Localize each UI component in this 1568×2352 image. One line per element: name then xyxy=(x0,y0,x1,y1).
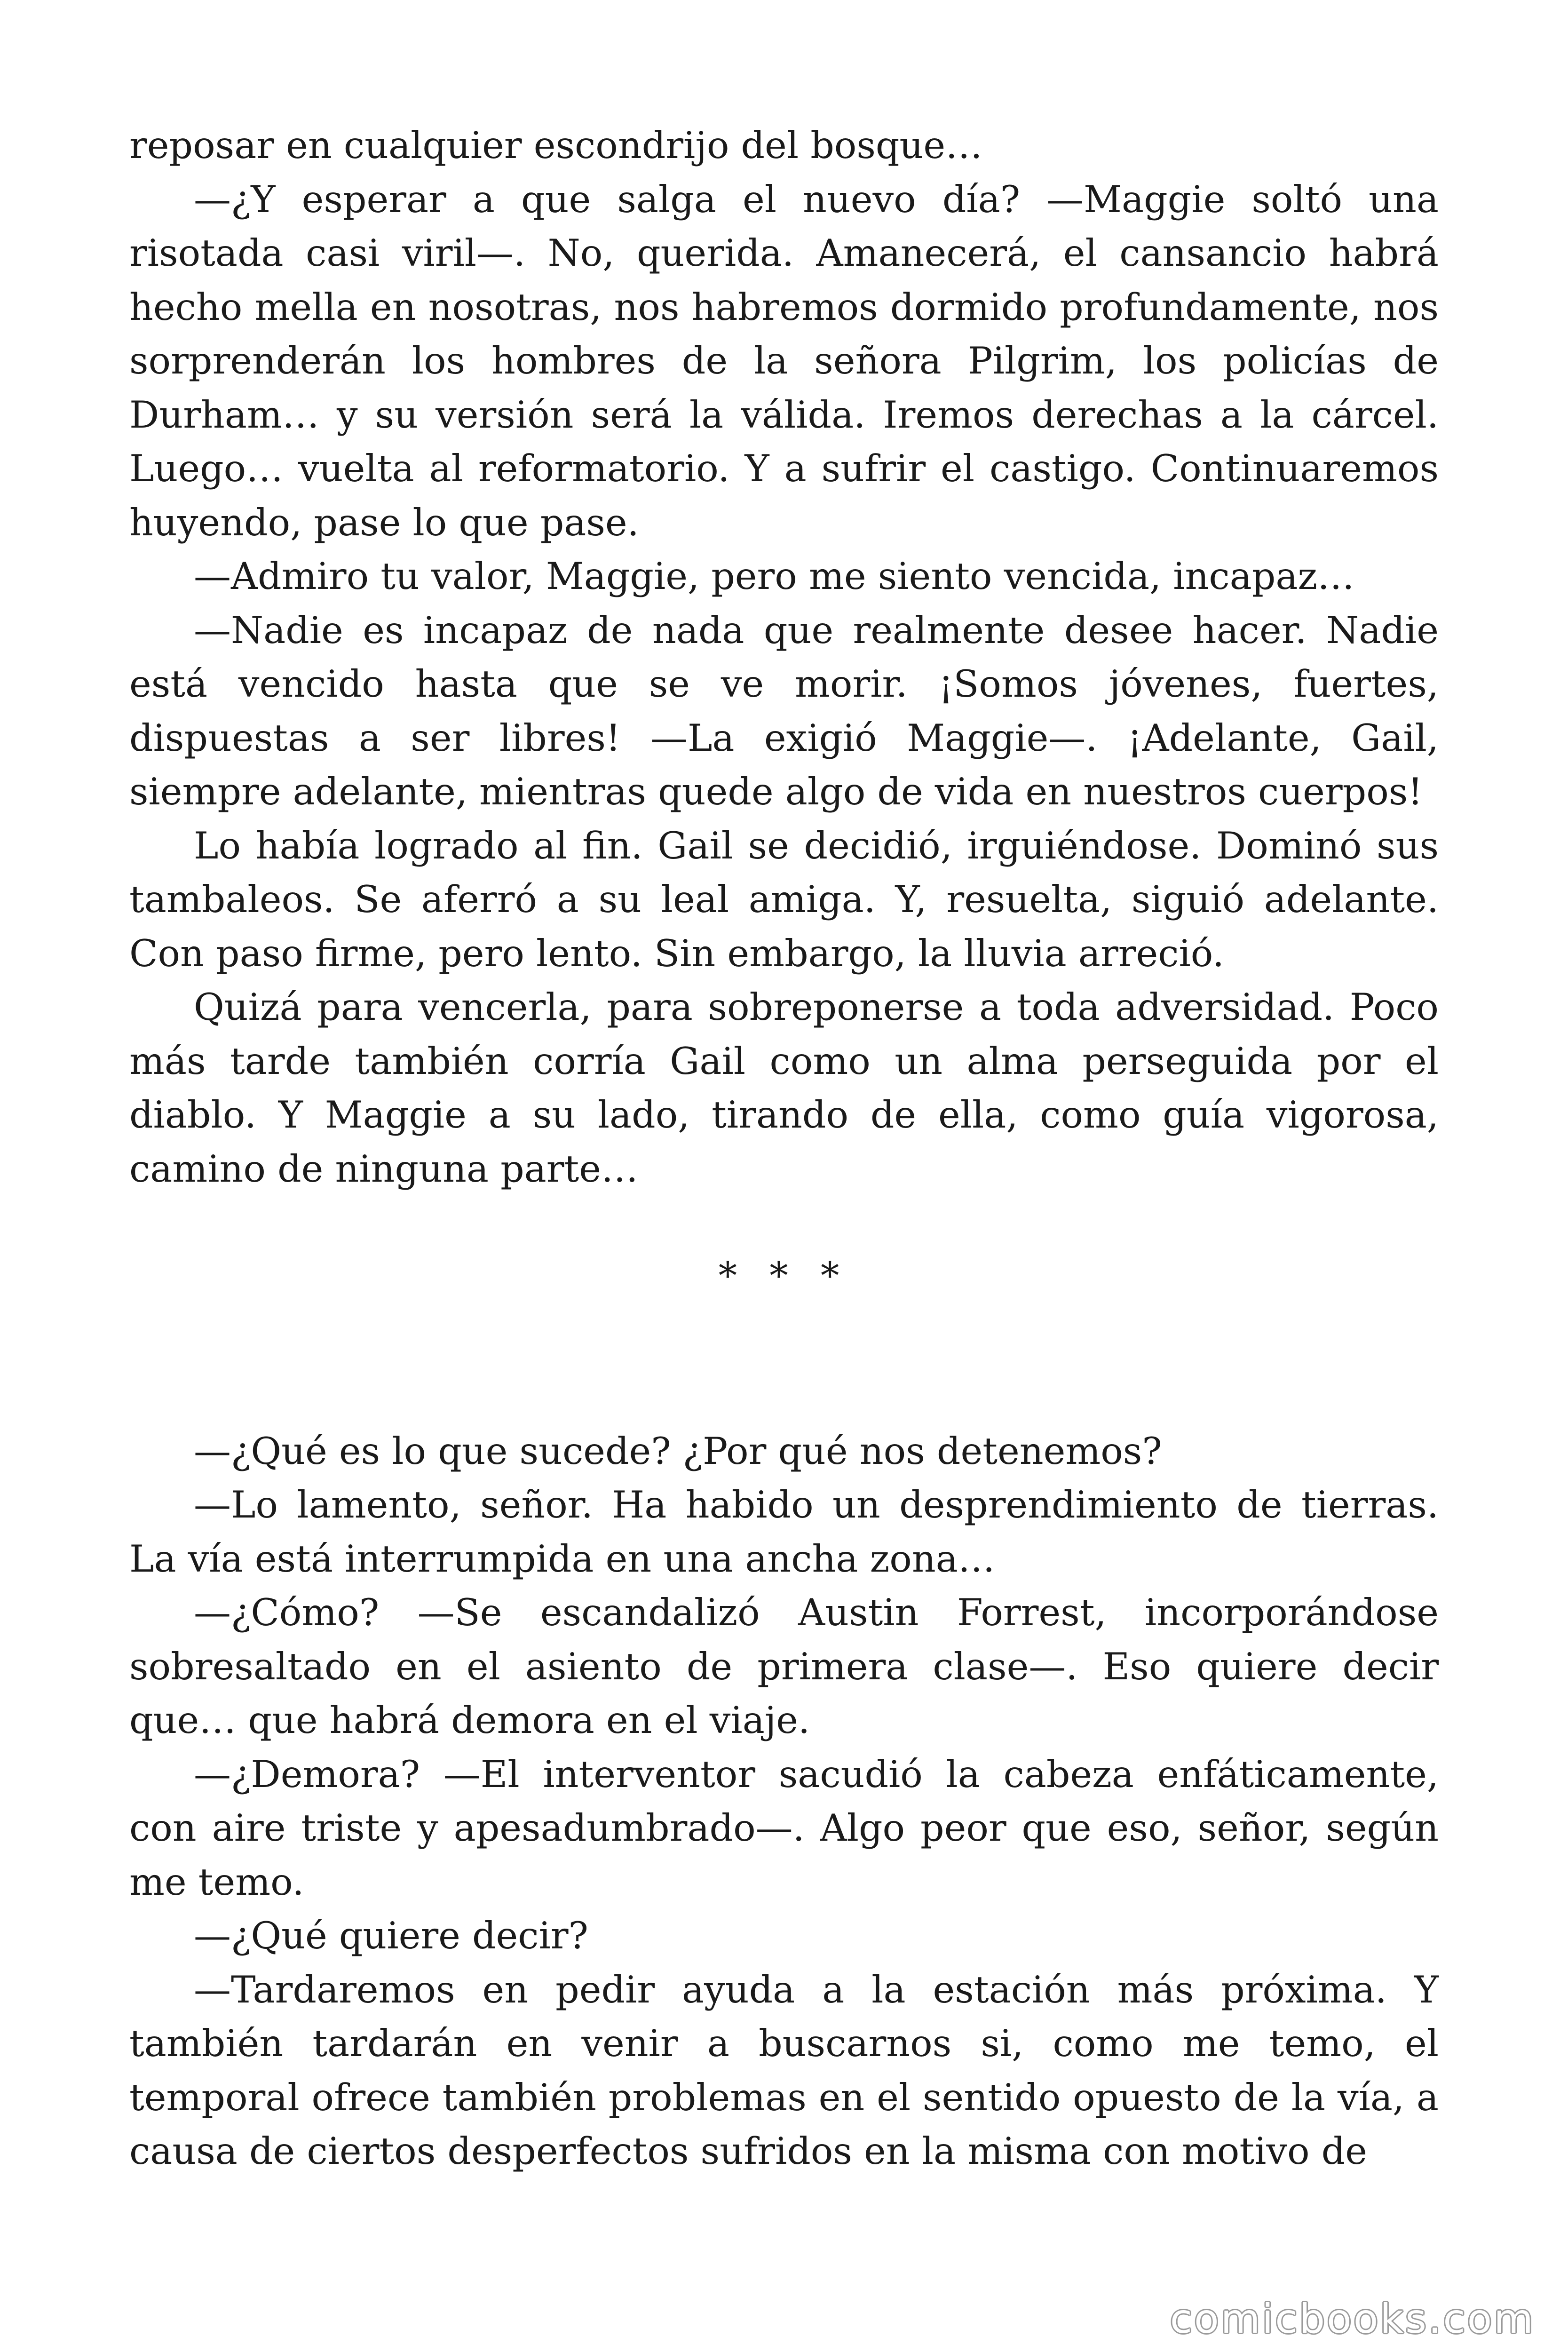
paragraph: —¿Demora? —El interventor sacudió la cabeza enfáticamente, con aire triste y apesadumbrado—. Algo peor que eso, señor, según me temo. xyxy=(129,1752,1439,1904)
paragraph: —Lo lamento, señor. Ha habido un desprendimiento de tierras. La vía está interrumpida en una ancha zona… xyxy=(129,1483,1439,1581)
page-body xyxy=(129,119,1439,2178)
paragraph: reposar en cualquier escondrijo del bosque… xyxy=(129,124,983,167)
section-separator: * * * xyxy=(718,1254,850,1297)
paragraph: —Admiro tu valor, Maggie, pero me siento vencida, incapaz… xyxy=(194,555,1355,598)
paragraph: —¿Qué quiere decir? xyxy=(194,1914,588,1957)
paragraph: Lo había logrado al fin. Gail se decidió, irguiéndose. Dominó sus tambaleos. Se aferró a su leal amiga. Y, resuelta, siguió adelante. Con paso firme, pero lento. Sin embargo, la lluvia arreció. xyxy=(129,824,1439,975)
paragraph: —Tardaremos en pedir ayuda a la estación más próxima. Y también tardarán en venir a buscarnos si, como me temo, el temporal ofrece también problemas en el sentido opuesto de la vía, a causa de ciertos desperfectos sufridos en la misma con motivo de xyxy=(129,1968,1439,2173)
paragraph: —¿Cómo? —Se escandalizó Austin Forrest, incorporándose sobresaltado en el asiento de primera clase—. Eso quiere decir que… que habrá demora en el viaje. xyxy=(129,1591,1439,1742)
paragraph: —Nadie es incapaz de nada que realmente desee hacer. Nadie está vencido hasta que se ve morir. ¡Somos jóvenes, fuertes, dispuestas a ser libres! —La exigió Maggie—. ¡Adelante, Gail, siempre adelante, mientras quede algo de vida en nuestros cuerpos! xyxy=(129,608,1439,813)
paragraph: —¿Qué es lo que sucede? ¿Por qué nos detenemos? xyxy=(194,1429,1162,1473)
watermark: comicbooks.com xyxy=(1170,2296,1535,2343)
paragraph: —¿Y esperar a que salga el nuevo día? —Maggie soltó una risotada casi viril—. No, querida. Amanecerá, el cansancio habrá hecho mella en nosotras, nos habremos dormido profundamente, nos sorprenderán los hombres de la señora Pilgrim, los policías de Durham… y su versión será la válida. Iremos derechas a la cárcel. Luego… vuelta al reformatorio. Y a sufrir el castigo. Continuaremos huyendo, pase lo que pase. xyxy=(129,177,1439,544)
paragraph: Quizá para vencerla, para sobreponerse a toda adversidad. Poco más tarde también corría Gail como un alma perseguida por el diablo. Y Maggie a su lado, tirando de ella, como guía vigorosa, camino de ninguna parte… xyxy=(129,985,1439,1191)
